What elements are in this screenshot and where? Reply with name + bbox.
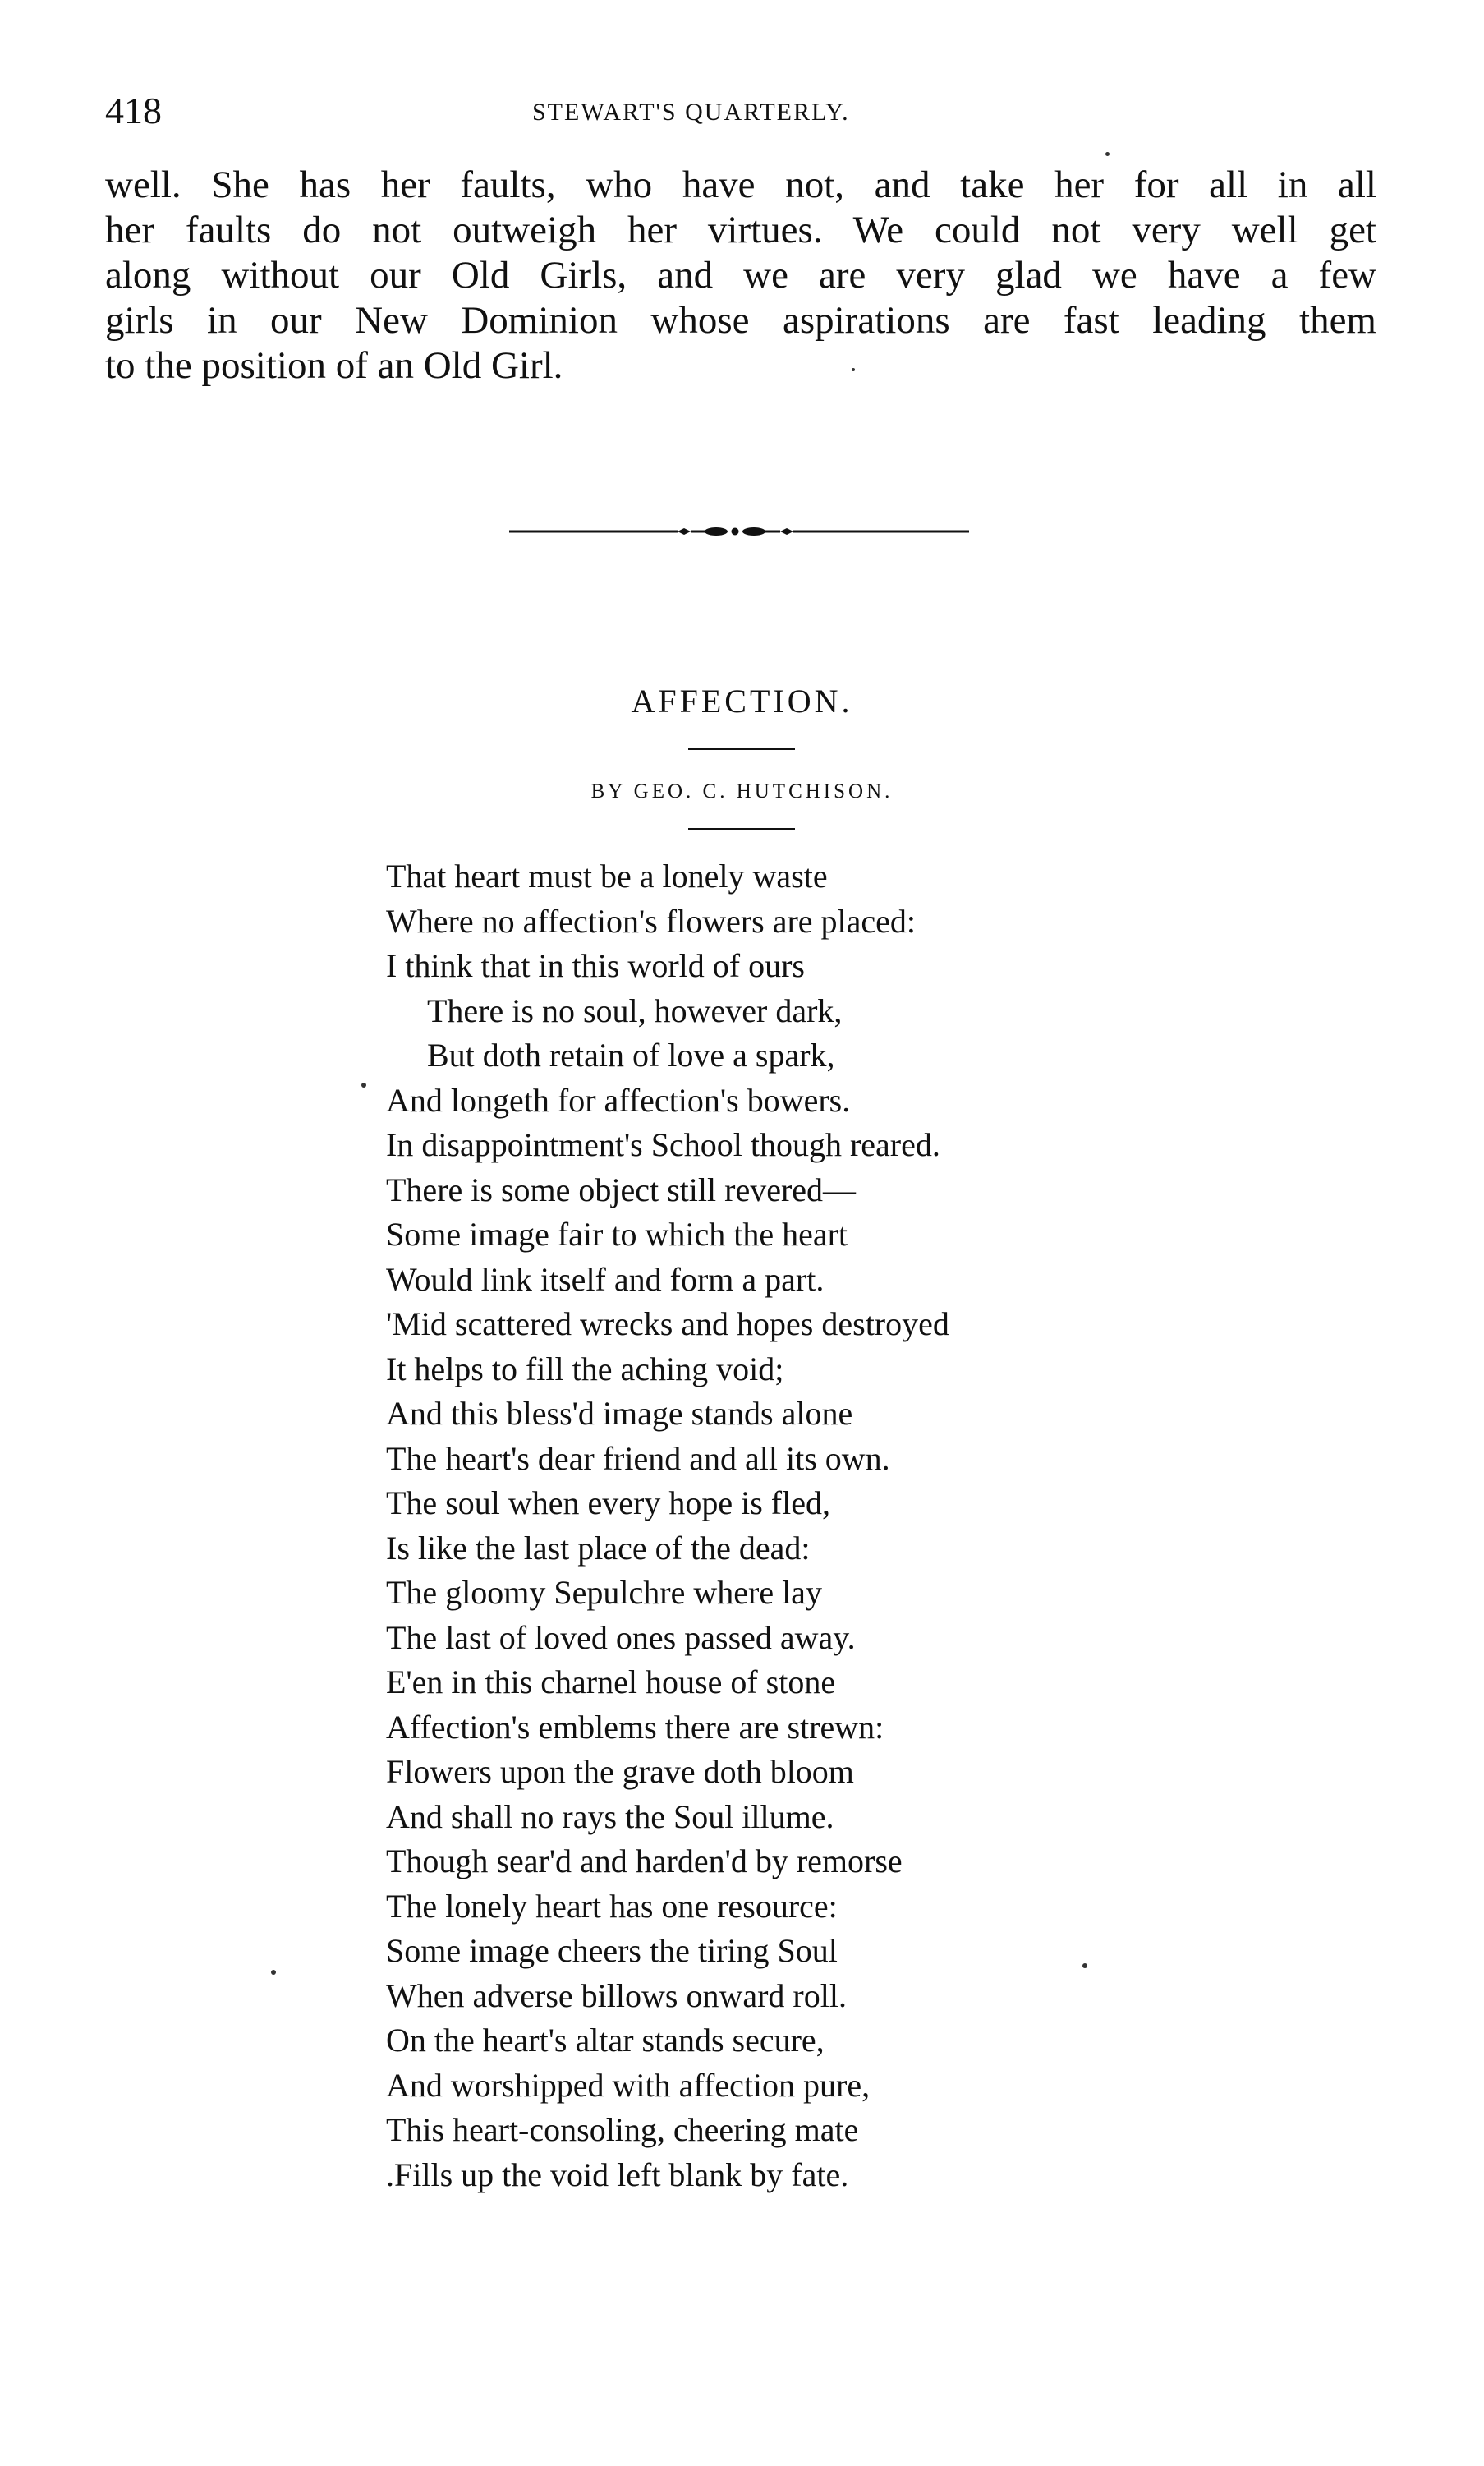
poem-line: .Fills up the void left blank by fate.: [386, 2155, 849, 2193]
poem-title: AFFECTION.: [631, 683, 853, 720]
poem-line: I think that in this world of ours: [386, 947, 805, 984]
poem-line: The soul when every hope is fled,: [386, 1484, 830, 1521]
prose-line: girls in our New Dominion whose aspirations are fast leading them: [105, 299, 1376, 342]
poem-line: Would link itself and form a part.: [386, 1260, 825, 1298]
poem-line: And worshipped with affection pure,: [386, 2066, 871, 2104]
poem-line: E'en in this charnel house of stone: [386, 1663, 836, 1700]
prose-line: her faults do not outweigh her virtues. We could not very well get: [105, 209, 1376, 251]
prose-line: well. She has her faults, who have not, and take her for all in all: [105, 163, 1376, 206]
poem-line: The last of loved ones passed away.: [386, 1618, 856, 1656]
poem-line: Some image cheers the tiring Soul: [386, 1932, 838, 1969]
poem-line: On the heart's altar stands secure,: [386, 2022, 825, 2059]
poem-line: When adverse billows onward roll.: [386, 1976, 847, 2014]
poem-line: In disappointment's School though reared.: [386, 1126, 940, 1163]
running-head: [105, 89, 1370, 138]
journal-title: STEWART'S QUARTERLY.: [532, 99, 850, 126]
poem-line: The gloomy Sepulchre where lay: [386, 1574, 822, 1611]
poem-line: The heart's dear friend and all its own.: [386, 1439, 890, 1477]
print-speck: [271, 1970, 276, 1975]
print-speck: [1082, 1963, 1087, 1968]
title-rule: [688, 748, 795, 750]
prose-line: along without our Old Girls, and we are very glad we have a few: [105, 254, 1376, 297]
poem-line: Flowers upon the grave doth bloom: [386, 1753, 854, 1790]
poem-line: There is no soul, however dark,: [427, 991, 843, 1029]
section-divider-ornament: [509, 526, 969, 537]
poem-body: [386, 854, 1125, 2197]
poem-line: Some image fair to which the heart: [386, 1216, 848, 1253]
poem-line: And shall no rays the Soul illume.: [386, 1797, 834, 1835]
poem-line: But doth retain of love a spark,: [427, 1037, 835, 1074]
page-number: 418: [105, 90, 162, 131]
poem-line: Where no affection's flowers are placed:: [386, 902, 917, 940]
print-speck: [852, 368, 855, 371]
print-speck: [361, 1083, 366, 1088]
poem-line: The lonely heart has one resource:: [386, 1887, 838, 1925]
poem-line: This heart-consoling, cheering mate: [386, 2111, 859, 2148]
poem-line: There is some object still revered—: [386, 1171, 857, 1208]
poem-line: And this bless'd image stands alone: [386, 1395, 853, 1432]
poem-line: Though sear'd and harden'd by remorse: [386, 1843, 903, 1879]
poem-line: 'Mid scattered wrecks and hopes destroyed: [386, 1305, 949, 1342]
poem-line: Affection's emblems there are strewn:: [386, 1708, 884, 1746]
print-speck: [1105, 152, 1110, 156]
poem-line: Is like the last place of the dead:: [386, 1529, 811, 1567]
poem-line: That heart must be a lonely waste: [386, 858, 828, 895]
prose-paragraph: [105, 163, 1376, 389]
poem-byline: BY GEO. C. HUTCHISON.: [590, 780, 894, 803]
poem-line: It helps to fill the aching void;: [386, 1350, 784, 1387]
poem-line: And longeth for affection's bowers.: [386, 1081, 851, 1119]
prose-line: to the position of an Old Girl.: [105, 344, 563, 387]
byline-rule: [688, 828, 795, 830]
